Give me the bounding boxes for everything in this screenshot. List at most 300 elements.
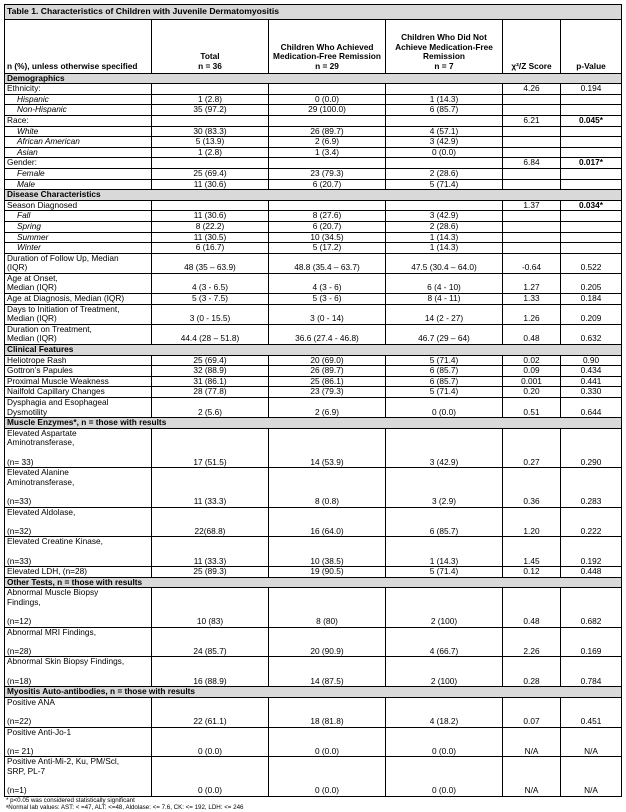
row-label-line: Aminotransferase, <box>7 437 75 448</box>
row-label-line: Elevated Creatine Kinase, <box>7 536 103 547</box>
table-row <box>5 366 622 377</box>
row-label-line: (n=33) <box>7 495 32 506</box>
cell-score: 1.33 <box>503 294 561 305</box>
row-label: Gender: <box>5 158 152 169</box>
cell-not-achieved: 2 (100) <box>386 588 503 627</box>
cell-p-value <box>561 94 622 105</box>
section-heading: Disease Characteristics <box>5 190 622 201</box>
cell-p-value: 0.330 <box>561 387 622 398</box>
cell-achieved: 2 (6.9) <box>269 398 386 418</box>
cell-p-value <box>561 179 622 190</box>
cell-score: 1.45 <box>503 537 561 567</box>
cell-p-value <box>561 211 622 222</box>
row-label-line: Findings, <box>7 596 41 607</box>
row-label <box>5 468 152 507</box>
row-label-line: Positive Anti-Jo-1 <box>7 726 72 737</box>
table-title: Table 1. Characteristics of Children with Juvenile Dermatomyositis <box>5 5 622 20</box>
header-achieved-n: n = 29 <box>315 61 339 71</box>
cell-not-achieved: 46.7 (29 – 64) <box>386 324 503 344</box>
row-label <box>5 537 152 567</box>
cell-total: 11 (30.6) <box>152 179 269 190</box>
table-row <box>5 537 622 567</box>
cell-total: 32 (88.9) <box>152 366 269 377</box>
cell-score: 0.20 <box>503 387 561 398</box>
cell-p-value: 0.784 <box>561 657 622 687</box>
row-label: Hispanic <box>5 94 152 105</box>
footnote-row <box>4 804 621 812</box>
cell-achieved: 26 (89.7) <box>269 366 386 377</box>
footnote: ᵃNormal lab values: AST: < =47, ALT: <=48, Aldolase: <= 7.6, CK: <= 192, LDH: <= 246 <box>6 804 244 812</box>
cell-p-value: N/A <box>561 757 622 796</box>
cell-score <box>503 137 561 148</box>
cell-score: 0.07 <box>503 697 561 727</box>
cell-score: 0.51 <box>503 398 561 418</box>
row-label: African American <box>5 137 152 148</box>
row-label-line: Abnormal Skin Biopsy Findings, <box>7 656 125 667</box>
table-row <box>5 376 622 387</box>
row-label-line: (IQR) <box>7 262 28 273</box>
group-row <box>5 84 622 95</box>
row-label <box>5 697 152 727</box>
cell-score: 2.26 <box>503 627 561 657</box>
cell-score <box>503 211 561 222</box>
cell-total: 44.4 (28 – 51.8) <box>152 324 269 344</box>
cell-not-achieved <box>386 200 503 211</box>
row-label: Spring <box>5 221 152 232</box>
row-label-line: Positive Anti-Mi-2, Ku, PM/Scl, <box>7 756 120 767</box>
row-label <box>5 567 152 578</box>
cell-total: 1 (2.8) <box>152 94 269 105</box>
cell-p-value <box>561 147 622 158</box>
cell-total <box>152 115 269 126</box>
characteristics-table <box>4 4 622 797</box>
row-label <box>5 588 152 627</box>
cell-achieved: 23 (79.3) <box>269 387 386 398</box>
cell-p-value <box>561 221 622 232</box>
cell-score: 0.48 <box>503 588 561 627</box>
table-row <box>5 221 622 232</box>
cell-total: 16 (88.9) <box>152 657 269 687</box>
cell-total <box>152 84 269 95</box>
section-heading: Myositis Auto-antibodies, n = those with results <box>5 687 622 698</box>
cell-total: 28 (77.8) <box>152 387 269 398</box>
cell-not-achieved: 0 (0.0) <box>386 757 503 796</box>
row-label-line: Gottron’s Papules <box>7 365 73 376</box>
cell-achieved: 36.6 (27.4 - 46.8) <box>269 324 386 344</box>
header-p-value: p-Value <box>561 19 622 73</box>
row-label: Race: <box>5 115 152 126</box>
row-label-line: Duration on Treatment, <box>7 323 92 334</box>
cell-score: 0.48 <box>503 324 561 344</box>
table-row <box>5 507 622 537</box>
row-label-line: (n=33) <box>7 555 32 566</box>
cell-p-value: 0.632 <box>561 324 622 344</box>
row-label: Summer <box>5 232 152 243</box>
row-label-line: Abnormal Muscle Biopsy <box>7 587 99 598</box>
cell-score <box>503 94 561 105</box>
cell-score: 0.28 <box>503 657 561 687</box>
cell-not-achieved: 47.5 (30.4 – 64.0) <box>386 253 503 273</box>
cell-not-achieved: 14 (2 - 27) <box>386 304 503 324</box>
row-label <box>5 376 152 387</box>
header-score: χ²/Z Score <box>503 19 561 73</box>
row-label-line: Dysphagia and Esophageal <box>7 397 109 407</box>
row-label: Asian <box>5 147 152 158</box>
cell-achieved: 0 (0.0) <box>269 727 386 757</box>
cell-achieved: 19 (90.5) <box>269 567 386 578</box>
row-label <box>5 757 152 796</box>
cell-not-achieved: 1 (14.3) <box>386 232 503 243</box>
table-row <box>5 588 622 627</box>
group-row <box>5 158 622 169</box>
row-label-line: (n=12) <box>7 616 32 627</box>
header-measure: n (%), unless otherwise specified <box>5 19 152 73</box>
cell-total: 25 (69.4) <box>152 355 269 366</box>
cell-p-value: 0.283 <box>561 468 622 507</box>
row-label-line: Median (IQR) <box>7 282 57 293</box>
cell-total <box>152 200 269 211</box>
cell-total: 35 (97.2) <box>152 105 269 116</box>
cell-achieved: 29 (100.0) <box>269 105 386 116</box>
row-label <box>5 273 152 293</box>
cell-p-value: 0.209 <box>561 304 622 324</box>
section-heading: Demographics <box>5 73 622 84</box>
cell-total: 22 (61.1) <box>152 697 269 727</box>
cell-score <box>503 126 561 137</box>
cell-score: 0.12 <box>503 567 561 578</box>
row-label: Winter <box>5 243 152 254</box>
header-total-label: Total <box>200 51 220 62</box>
cell-p-value: 0.184 <box>561 294 622 305</box>
cell-total: 6 (16.7) <box>152 243 269 254</box>
cell-total: 11 (33.3) <box>152 537 269 567</box>
cell-p-value <box>561 232 622 243</box>
cell-score <box>503 232 561 243</box>
row-label <box>5 294 152 305</box>
cell-p-value: 0.522 <box>561 253 622 273</box>
table-row <box>5 697 622 727</box>
header-not-achieved-n: n = 7 <box>434 61 454 71</box>
cell-score: 0.09 <box>503 366 561 377</box>
cell-p-value <box>561 137 622 148</box>
cell-total: 11 (33.3) <box>152 468 269 507</box>
cell-not-achieved: 5 (71.4) <box>386 355 503 366</box>
row-label-line: Elevated LDH, (n=28) <box>7 566 88 577</box>
table-row <box>5 324 622 344</box>
row-label: White <box>5 126 152 137</box>
footnote: * p<0.05 was considered statistically significant <box>6 796 135 804</box>
row-label-line: (n=18) <box>7 675 32 686</box>
cell-p-value: 0.169 <box>561 627 622 657</box>
cell-total: 3 (0 - 15.5) <box>152 304 269 324</box>
table-row <box>5 126 622 137</box>
cell-achieved: 8 (0.8) <box>269 468 386 507</box>
section-heading: Other Tests, n = those with results <box>5 577 622 588</box>
cell-not-achieved: 5 (71.4) <box>386 387 503 398</box>
cell-score: 6.21 <box>503 115 561 126</box>
cell-total: 2 (5.6) <box>152 398 269 418</box>
table-row <box>5 253 622 273</box>
table-row <box>5 168 622 179</box>
table-row <box>5 273 622 293</box>
cell-achieved <box>269 115 386 126</box>
table-row <box>5 94 622 105</box>
section-row <box>5 577 622 588</box>
cell-score: 0.001 <box>503 376 561 387</box>
table-body <box>5 73 622 796</box>
row-label: Season Diagnosed <box>5 200 152 211</box>
cell-not-achieved: 6 (85.7) <box>386 376 503 387</box>
cell-p-value: 0.90 <box>561 355 622 366</box>
row-label-line: (n=32) <box>7 525 32 536</box>
cell-achieved: 5 (3 - 6) <box>269 294 386 305</box>
cell-not-achieved: 0 (0.0) <box>386 727 503 757</box>
cell-p-value: 0.017* <box>561 158 622 169</box>
table-row <box>5 137 622 148</box>
cell-total: 17 (51.5) <box>152 428 269 467</box>
row-label-line: (n= 33) <box>7 456 34 467</box>
cell-score <box>503 168 561 179</box>
cell-total: 11 (30.6) <box>152 211 269 222</box>
cell-achieved: 16 (64.0) <box>269 507 386 537</box>
row-label-line: Age at Onset, <box>7 272 58 283</box>
cell-score <box>503 147 561 158</box>
row-label-line: (n=28) <box>7 645 32 656</box>
cell-achieved: 14 (87.5) <box>269 657 386 687</box>
cell-score: 4.26 <box>503 84 561 95</box>
cell-achieved: 8 (80) <box>269 588 386 627</box>
cell-achieved: 20 (90.9) <box>269 627 386 657</box>
cell-not-achieved: 1 (14.3) <box>386 243 503 254</box>
cell-score: -0.64 <box>503 253 561 273</box>
row-label-line: Heliotrope Rash <box>7 354 67 365</box>
cell-achieved: 20 (69.0) <box>269 355 386 366</box>
row-label-line: (n=1) <box>7 785 27 796</box>
row-label-line: Elevated Alanine <box>7 467 69 478</box>
cell-score <box>503 243 561 254</box>
cell-achieved: 14 (53.9) <box>269 428 386 467</box>
cell-not-achieved: 0 (0.0) <box>386 147 503 158</box>
section-heading: Muscle Enzymes*, n = those with results <box>5 418 622 429</box>
table-row <box>5 179 622 190</box>
cell-achieved: 0 (0.0) <box>269 757 386 796</box>
header-row <box>5 19 622 73</box>
cell-p-value: N/A <box>561 727 622 757</box>
cell-total: 5 (3 - 7.5) <box>152 294 269 305</box>
cell-total: 4 (3 - 6.5) <box>152 273 269 293</box>
row-label-line: (n= 21) <box>7 745 34 756</box>
cell-achieved: 2 (6.9) <box>269 137 386 148</box>
cell-p-value: 0.441 <box>561 376 622 387</box>
cell-total: 5 (13.9) <box>152 137 269 148</box>
section-row <box>5 687 622 698</box>
cell-achieved: 8 (27.6) <box>269 211 386 222</box>
row-label-line: Proximal Muscle Weakness <box>7 375 109 386</box>
row-label-line: Days to Initiation of Treatment, <box>7 303 120 314</box>
row-label-line: Elevated Aldolase, <box>7 506 76 517</box>
cell-total: 25 (89.3) <box>152 567 269 578</box>
header-not-achieved-label: Children Who Did Not Achieve Medication-Free Remission <box>395 32 493 62</box>
cell-not-achieved: 6 (85.7) <box>386 507 503 537</box>
row-label <box>5 398 152 418</box>
cell-total: 31 (86.1) <box>152 376 269 387</box>
cell-not-achieved: 3 (42.9) <box>386 211 503 222</box>
section-row <box>5 345 622 356</box>
row-label <box>5 304 152 324</box>
cell-achieved: 5 (17.2) <box>269 243 386 254</box>
cell-score: 1.20 <box>503 507 561 537</box>
cell-total: 8 (22.2) <box>152 221 269 232</box>
cell-p-value: 0.644 <box>561 398 622 418</box>
table-row <box>5 355 622 366</box>
table-row <box>5 304 622 324</box>
cell-p-value: 0.451 <box>561 697 622 727</box>
cell-achieved <box>269 200 386 211</box>
cell-achieved: 1 (3.4) <box>269 147 386 158</box>
table-row <box>5 387 622 398</box>
header-not-achieved <box>386 19 503 73</box>
cell-not-achieved: 2 (28.6) <box>386 221 503 232</box>
row-label <box>5 627 152 657</box>
table-container <box>4 4 621 812</box>
row-label: Ethnicity: <box>5 84 152 95</box>
cell-not-achieved: 1 (14.3) <box>386 537 503 567</box>
row-label-line: Elevated Aspartate <box>7 427 77 438</box>
cell-total: 30 (83.3) <box>152 126 269 137</box>
header-achieved-label: Children Who Achieved Medication-Free Remission <box>273 41 381 62</box>
cell-achieved: 4 (3 - 6) <box>269 273 386 293</box>
cell-achieved: 25 (86.1) <box>269 376 386 387</box>
cell-not-achieved: 6 (4 - 10) <box>386 273 503 293</box>
cell-total: 0 (0.0) <box>152 757 269 796</box>
row-label-line: SRP, PL-7 <box>7 765 46 776</box>
cell-score: 1.27 <box>503 273 561 293</box>
row-label-line: Aminotransferase, <box>7 476 75 487</box>
row-label: Non-Hispanic <box>5 105 152 116</box>
section-row <box>5 73 622 84</box>
cell-not-achieved: 8 (4 - 11) <box>386 294 503 305</box>
cell-not-achieved: 3 (42.9) <box>386 137 503 148</box>
table-title-row <box>5 5 622 20</box>
cell-not-achieved: 0 (0.0) <box>386 398 503 418</box>
cell-score: N/A <box>503 757 561 796</box>
cell-score <box>503 221 561 232</box>
cell-total: 1 (2.8) <box>152 147 269 158</box>
cell-total: 24 (85.7) <box>152 627 269 657</box>
cell-score: N/A <box>503 727 561 757</box>
section-heading: Clinical Features <box>5 345 622 356</box>
cell-achieved: 48.8 (35.4 – 63.7) <box>269 253 386 273</box>
row-label-line: (n=22) <box>7 716 32 726</box>
section-row <box>5 190 622 201</box>
cell-not-achieved: 6 (85.7) <box>386 105 503 116</box>
cell-achieved: 10 (34.5) <box>269 232 386 243</box>
table-row <box>5 294 622 305</box>
table-row <box>5 232 622 243</box>
cell-p-value: 0.448 <box>561 567 622 578</box>
table-row <box>5 567 622 578</box>
cell-p-value: 0.194 <box>561 84 622 95</box>
cell-not-achieved: 4 (66.7) <box>386 627 503 657</box>
cell-not-achieved: 6 (85.7) <box>386 366 503 377</box>
footnotes <box>4 797 621 812</box>
row-label <box>5 657 152 687</box>
row-label <box>5 727 152 757</box>
table-row <box>5 147 622 158</box>
cell-score: 0.02 <box>503 355 561 366</box>
cell-score: 0.27 <box>503 428 561 467</box>
group-row <box>5 200 622 211</box>
cell-score <box>503 179 561 190</box>
row-label <box>5 324 152 344</box>
cell-score: 0.36 <box>503 468 561 507</box>
table-row <box>5 757 622 796</box>
cell-score: 1.37 <box>503 200 561 211</box>
cell-p-value: 0.205 <box>561 273 622 293</box>
row-label <box>5 387 152 398</box>
cell-achieved: 3 (0 - 14) <box>269 304 386 324</box>
cell-not-achieved: 1 (14.3) <box>386 94 503 105</box>
header-total-n: n = 36 <box>198 61 222 71</box>
cell-not-achieved: 3 (42.9) <box>386 428 503 467</box>
cell-total: 11 (30.5) <box>152 232 269 243</box>
row-label-line: Positive ANA <box>7 696 55 707</box>
cell-score <box>503 105 561 116</box>
cell-total: 10 (83) <box>152 588 269 627</box>
cell-not-achieved: 5 (71.4) <box>386 179 503 190</box>
row-label <box>5 253 152 273</box>
cell-achieved <box>269 84 386 95</box>
table-row <box>5 211 622 222</box>
group-row <box>5 115 622 126</box>
cell-achieved: 6 (20.7) <box>269 179 386 190</box>
cell-score: 1.26 <box>503 304 561 324</box>
cell-total: 22(68.8) <box>152 507 269 537</box>
cell-p-value <box>561 105 622 116</box>
table-row <box>5 243 622 254</box>
cell-not-achieved <box>386 115 503 126</box>
cell-not-achieved: 4 (18.2) <box>386 697 503 727</box>
row-label-line: Abnormal MRI Findings, <box>7 626 96 637</box>
cell-not-achieved: 2 (28.6) <box>386 168 503 179</box>
table-row <box>5 398 622 418</box>
cell-p-value: 0.192 <box>561 537 622 567</box>
footnote-row <box>4 797 621 805</box>
table-row <box>5 627 622 657</box>
cell-achieved: 26 (89.7) <box>269 126 386 137</box>
table-row <box>5 657 622 687</box>
cell-p-value: 0.682 <box>561 588 622 627</box>
row-label: Male <box>5 179 152 190</box>
row-label-line: Median (IQR) <box>7 313 57 324</box>
cell-achieved <box>269 158 386 169</box>
row-label <box>5 507 152 537</box>
row-label-line: Dysmotility <box>7 406 48 417</box>
cell-achieved: 0 (0.0) <box>269 94 386 105</box>
cell-total: 0 (0.0) <box>152 727 269 757</box>
cell-not-achieved: 4 (57.1) <box>386 126 503 137</box>
row-label <box>5 366 152 377</box>
row-label <box>5 428 152 467</box>
table-row <box>5 727 622 757</box>
cell-p-value: 0.434 <box>561 366 622 377</box>
cell-p-value: 0.045* <box>561 115 622 126</box>
cell-p-value: 0.290 <box>561 428 622 467</box>
row-label: Fall <box>5 211 152 222</box>
cell-achieved: 6 (20.7) <box>269 221 386 232</box>
header-total <box>152 19 269 73</box>
cell-not-achieved: 5 (71.4) <box>386 567 503 578</box>
